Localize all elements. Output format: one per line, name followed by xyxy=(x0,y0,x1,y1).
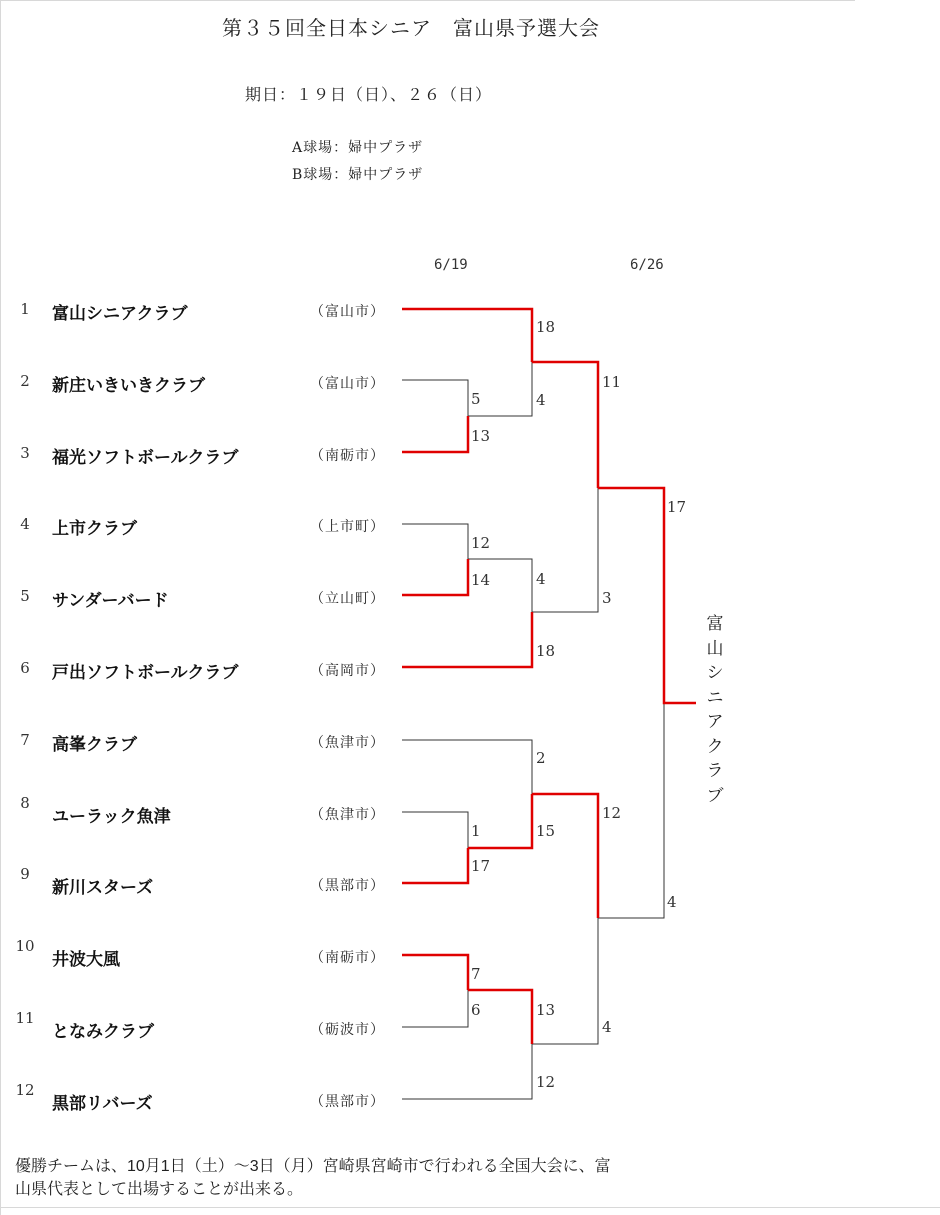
winner-line xyxy=(402,612,532,667)
team-name: となみクラブ xyxy=(52,1022,154,1041)
team-number: 9 xyxy=(20,865,30,883)
team-number: 10 xyxy=(15,937,35,955)
team-name: 福光ソフトボールクラブ xyxy=(52,448,239,467)
score-label: 7 xyxy=(471,965,481,983)
winner-line xyxy=(532,362,598,488)
team-name: 戸出ソフトボールクラブ xyxy=(52,663,239,682)
bracket-lines-plain xyxy=(402,362,664,1099)
score-label: 13 xyxy=(471,427,491,445)
score-label: 4 xyxy=(536,391,546,409)
bracket-line xyxy=(402,380,468,416)
winner-line xyxy=(598,488,696,703)
team-name: 富山シニアクラブ xyxy=(52,304,188,323)
score-label: 12 xyxy=(536,1073,556,1091)
score-label: 4 xyxy=(602,1018,612,1036)
winner-line xyxy=(402,955,468,990)
score-label: 11 xyxy=(602,373,622,391)
team-number: 2 xyxy=(20,372,30,390)
team-name: 新川スターズ xyxy=(52,878,154,897)
team-name: ユーラック魚津 xyxy=(52,807,171,826)
team-number: 6 xyxy=(20,659,30,677)
team-city: （黒部市） xyxy=(310,877,385,893)
winner-line xyxy=(402,559,468,595)
team-city: （砺波市） xyxy=(310,1021,385,1037)
score-label: 3 xyxy=(602,589,612,607)
round-date-2: 6/26 xyxy=(630,257,664,273)
score-label: 13 xyxy=(536,1001,556,1019)
team-city: （富山市） xyxy=(310,375,385,391)
winner-line xyxy=(402,416,468,452)
team-number: 12 xyxy=(15,1081,35,1099)
score-label: 17 xyxy=(667,498,687,516)
team-city: （立山町） xyxy=(310,590,385,606)
winner-line xyxy=(402,848,468,883)
team-number: 8 xyxy=(20,794,30,812)
bracket-line xyxy=(402,524,468,559)
team-number: 7 xyxy=(20,731,30,749)
round-date-1: 6/19 xyxy=(434,257,468,273)
score-label: 17 xyxy=(471,857,491,875)
team-name: 新庄いきいきクラブ xyxy=(52,376,205,395)
score-label: 5 xyxy=(471,390,481,408)
team-number: 1 xyxy=(20,300,30,318)
venue-b: B球場：婦中プラザ xyxy=(292,167,424,183)
team-city: （富山市） xyxy=(310,303,385,319)
team-number: 5 xyxy=(20,587,30,605)
score-label: 4 xyxy=(667,893,677,911)
bracket-lines-winner xyxy=(402,309,696,1044)
score-label: 18 xyxy=(536,318,556,336)
team-city: （高岡市） xyxy=(310,662,385,678)
winner-line xyxy=(402,309,532,362)
score-label: 14 xyxy=(471,571,491,589)
score-label: 4 xyxy=(536,570,546,588)
bracket-line xyxy=(402,990,468,1027)
team-city: （上市町） xyxy=(310,518,385,534)
bracket-line xyxy=(402,812,468,848)
team-name: サンダーバード xyxy=(52,591,169,610)
team-number: 11 xyxy=(15,1009,35,1027)
venue-a: A球場：婦中プラザ xyxy=(292,140,424,156)
bracket-line xyxy=(402,1044,532,1099)
bracket-line xyxy=(402,740,532,794)
score-label: 15 xyxy=(536,822,556,840)
team-name: 黒部リバーズ xyxy=(52,1094,153,1113)
score-label: 6 xyxy=(471,1001,481,1019)
team-city: （黒部市） xyxy=(310,1093,385,1109)
event-dates: 期日：１９日（日）、２６（日） xyxy=(245,85,493,104)
bracket-line xyxy=(532,488,598,612)
team-city: （魚津市） xyxy=(310,806,385,822)
team-name: 高峯クラブ xyxy=(52,735,137,754)
team-city: （南砺市） xyxy=(310,949,385,965)
team-city: （南砺市） xyxy=(310,447,385,463)
score-label: 12 xyxy=(602,804,622,822)
winner-line xyxy=(532,794,598,918)
score-label: 1 xyxy=(471,822,481,840)
bracket-line xyxy=(532,918,598,1044)
page-title: 第３５回全日本シニア 富山県予選大会 xyxy=(222,16,600,40)
team-name: 井波大風 xyxy=(52,950,120,969)
footer-note: 優勝チームは、10月1日（土）〜3日（月）宮崎県宮崎市で行われる全国大会に、富山県代表として出場することが出来る。 xyxy=(15,1158,611,1198)
score-label: 2 xyxy=(536,749,546,767)
team-city: （魚津市） xyxy=(310,734,385,750)
score-label: 18 xyxy=(536,642,556,660)
team-name: 上市クラブ xyxy=(52,519,137,538)
team-number: 4 xyxy=(20,515,30,533)
score-label: 12 xyxy=(471,534,491,552)
team-number: 3 xyxy=(20,444,30,462)
champion-name: 富山シニアクラブ xyxy=(706,614,724,805)
